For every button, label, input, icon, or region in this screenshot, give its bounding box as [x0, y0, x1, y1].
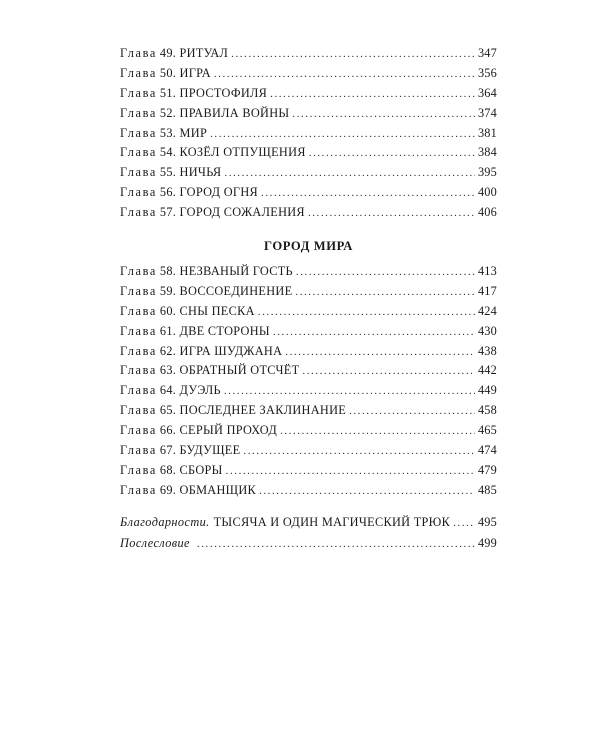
page-number: 413: [477, 264, 497, 279]
dot-leader: [210, 125, 475, 145]
dot-leader: [280, 422, 475, 442]
toc-entry[interactable]: [120, 401, 497, 421]
page-number: 495: [477, 514, 497, 529]
page-number: 485: [477, 482, 497, 497]
chapter-title: 67. БУДУЩЕЕ: [159, 443, 241, 458]
dot-leader: [259, 482, 475, 502]
chapter-label: Глава: [120, 85, 157, 100]
table-of-contents: [120, 44, 497, 554]
dot-leader: [302, 362, 475, 382]
dot-leader: [295, 283, 475, 303]
chapter-title: 55. НИЧЬЯ: [159, 165, 222, 180]
dot-leader: [258, 303, 475, 323]
chapter-title: 54. КОЗЁЛ ОТПУЩЕНИЯ: [159, 145, 306, 160]
section-heading: ГОРОД МИРА: [264, 239, 353, 254]
toc-entry[interactable]: [120, 322, 497, 342]
chapter-title: 64. ДУЭЛЬ: [159, 383, 221, 398]
dot-leader: [292, 105, 475, 125]
toc-entry[interactable]: [120, 481, 497, 501]
dot-leader: [309, 144, 475, 164]
back-matter-title: ТЫСЯЧА И ОДИН МАГИЧЕСКИЙ ТРЮК: [213, 514, 451, 529]
dot-leader: [224, 164, 475, 184]
dot-leader: [270, 85, 475, 105]
toc-entry[interactable]: [120, 421, 497, 441]
toc-part-2: [120, 262, 497, 501]
chapter-title: 52. ПРАВИЛА ВОЙНЫ: [159, 105, 290, 120]
chapter-title: 53. МИР: [159, 125, 208, 140]
dot-leader: [231, 45, 475, 65]
chapter-title: 69. ОБМАНЩИК: [159, 482, 257, 497]
chapter-title: 68. СБОРЫ: [159, 462, 223, 477]
chapter-label: Глава: [120, 145, 157, 160]
page-number: 424: [477, 303, 497, 318]
chapter-title: 61. ДВЕ СТОРОНЫ: [159, 323, 270, 338]
page-number: 479: [477, 462, 497, 477]
chapter-title: 51. ПРОСТОФИЛЯ: [159, 85, 268, 100]
chapter-title: 50. ИГРА: [159, 65, 211, 80]
chapter-title: 65. ПОСЛЕДНЕЕ ЗАКЛИНАНИЕ: [159, 403, 347, 418]
dot-leader: [273, 323, 475, 343]
page-number: 400: [477, 185, 497, 200]
chapter-label: Глава: [120, 323, 157, 338]
chapter-label: Глава: [120, 482, 157, 497]
dot-leader: [296, 263, 475, 283]
toc-part-1: [120, 44, 497, 223]
chapter-title: 49. РИТУАЛ: [159, 46, 229, 60]
chapter-label: Глава: [120, 423, 157, 438]
back-matter-label: Благодарности.: [120, 514, 210, 529]
chapter-label: Глава: [120, 65, 157, 80]
toc-entry[interactable]: [120, 143, 497, 163]
dot-leader: [197, 534, 475, 555]
toc-entry-acknowledgements[interactable]: [120, 512, 497, 533]
page-number: 384: [477, 145, 497, 160]
dot-leader: [453, 513, 475, 534]
page-number: 474: [477, 443, 497, 458]
page-number: 417: [477, 283, 497, 298]
toc-entry-afterword[interactable]: [120, 533, 497, 554]
chapter-title: 63. ОБРАТНЫЙ ОТСЧЁТ: [159, 363, 300, 378]
chapter-label: Глава: [120, 283, 157, 298]
chapter-title: 60. СНЫ ПЕСКА: [159, 303, 255, 318]
toc-entry[interactable]: [120, 441, 497, 461]
chapter-label: Глава: [120, 185, 157, 200]
page-number: 395: [477, 165, 497, 180]
page-number: 356: [477, 65, 497, 80]
page-number: 430: [477, 323, 497, 338]
chapter-label: Глава: [120, 363, 157, 378]
dot-leader: [308, 204, 475, 224]
dot-leader: [285, 343, 475, 363]
toc-entry[interactable]: [120, 282, 497, 302]
dot-leader: [226, 462, 475, 482]
page-number: 449: [477, 383, 497, 398]
dot-leader: [214, 65, 475, 85]
page-number: 406: [477, 205, 497, 220]
chapter-label: Глава: [120, 343, 157, 358]
chapter-title: 58. НЕЗВАНЫЙ ГОСТЬ: [159, 264, 293, 279]
chapter-title: 59. ВОССОЕДИНЕНИЕ: [159, 283, 293, 298]
toc-entry[interactable]: [120, 84, 497, 104]
page-number: 442: [477, 363, 497, 378]
toc-entry[interactable]: [120, 381, 497, 401]
page-number: 458: [477, 403, 497, 418]
chapter-label: Глава: [120, 403, 157, 418]
chapter-label: Глава: [120, 303, 157, 318]
chapter-title: 62. ИГРА ШУДЖАНА: [159, 343, 283, 358]
dot-leader: [261, 184, 475, 204]
toc-entry[interactable]: [120, 163, 497, 183]
page-number: 465: [477, 423, 497, 438]
toc-entry[interactable]: [120, 262, 497, 282]
page-number: 499: [477, 535, 497, 550]
chapter-label: Глава: [120, 264, 157, 279]
page-number: 438: [477, 343, 497, 358]
chapter-label: Глава: [120, 125, 157, 140]
chapter-label: Глава: [120, 165, 157, 180]
page-number: 374: [477, 105, 497, 120]
chapter-label: Глава: [120, 383, 157, 398]
chapter-label: Глава: [120, 462, 157, 477]
chapter-title: 66. СЕРЫЙ ПРОХОД: [159, 423, 278, 438]
dot-leader: [224, 382, 475, 402]
toc-entry[interactable]: [120, 361, 497, 381]
toc-entry[interactable]: [120, 104, 497, 124]
toc-entry[interactable]: [120, 124, 497, 144]
toc-back-matter: [120, 512, 497, 554]
chapter-label: Глава: [120, 46, 157, 60]
page-number: 381: [477, 125, 497, 140]
chapter-title: 56. ГОРОД ОГНЯ: [159, 185, 259, 200]
back-matter-label: Послесловие: [120, 535, 190, 550]
dot-leader: [349, 402, 475, 422]
page-number: 364: [477, 85, 497, 100]
dot-leader: [243, 442, 475, 462]
toc-entry[interactable]: [120, 183, 497, 203]
chapter-title: 57. ГОРОД СОЖАЛЕНИЯ: [159, 205, 305, 220]
chapter-label: Глава: [120, 205, 157, 220]
toc-entry[interactable]: [120, 64, 497, 84]
toc-entry[interactable]: [120, 302, 497, 322]
toc-entry[interactable]: [120, 44, 497, 64]
toc-entry[interactable]: [120, 203, 497, 223]
toc-entry[interactable]: [120, 342, 497, 362]
chapter-label: Глава: [120, 443, 157, 458]
toc-entry[interactable]: [120, 461, 497, 481]
page-number: 347: [477, 46, 497, 60]
chapter-label: Глава: [120, 105, 157, 120]
